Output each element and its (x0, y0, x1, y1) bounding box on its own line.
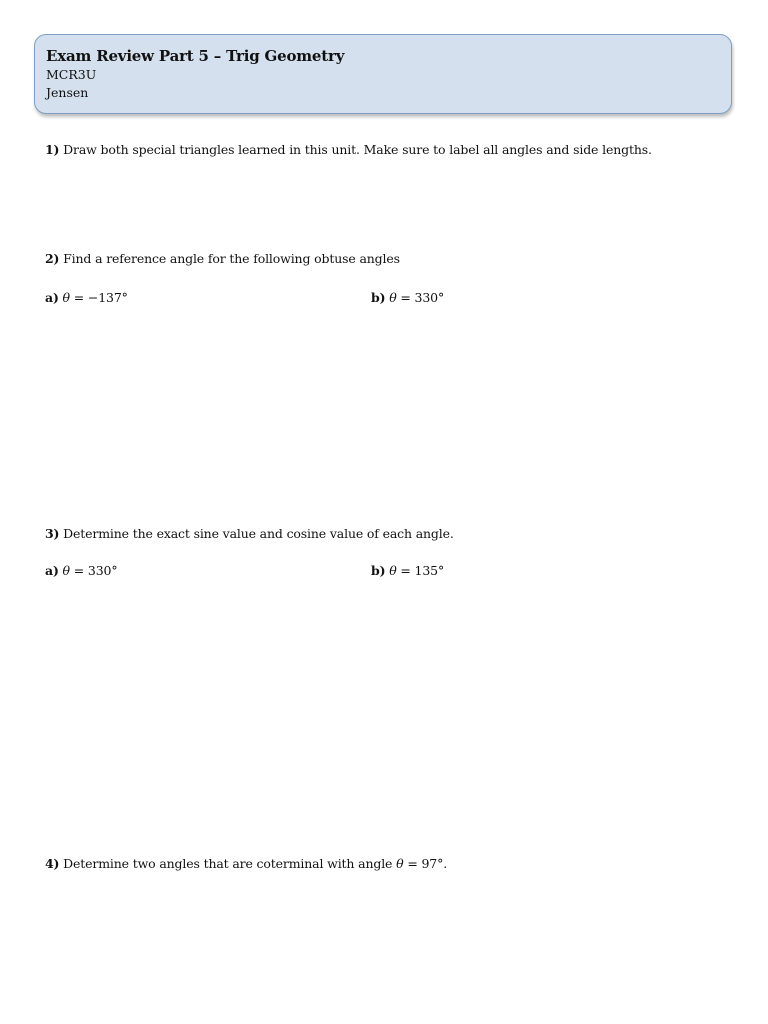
question-text: Find a reference angle for the following obtuse angles (63, 251, 400, 266)
course-code: MCR3U (46, 67, 97, 82)
question-number: 4) (45, 856, 60, 871)
theta-symbol: θ (62, 563, 70, 578)
theta-symbol: θ (389, 290, 397, 305)
question-text: Draw both special triangles learned in this unit. Make sure to label all angles and side lengths. (63, 142, 652, 157)
header-box (34, 34, 732, 114)
part-label: a) (45, 563, 59, 578)
angle-expression: = 330° (396, 290, 445, 305)
angle-expression: = 97°. (403, 856, 448, 871)
question-text: Determine two angles that are coterminal with angle (63, 856, 397, 871)
question-2 (45, 251, 400, 267)
part-label: a) (45, 290, 59, 305)
question-text: Determine the exact sine value and cosine value of each angle. (63, 526, 454, 541)
question-3-part-b (371, 563, 444, 579)
question-2-part-b (371, 290, 444, 306)
question-2-part-a (45, 290, 128, 306)
part-label: b) (371, 563, 386, 578)
question-4 (45, 856, 447, 872)
angle-expression: = −137° (69, 290, 128, 305)
angle-expression: = 330° (69, 563, 118, 578)
question-number: 1) (45, 142, 60, 157)
question-3-part-a (45, 563, 117, 579)
question-3 (45, 526, 454, 542)
part-label: b) (371, 290, 386, 305)
theta-symbol: θ (396, 856, 404, 871)
question-1 (45, 142, 652, 158)
teacher-name: Jensen (46, 85, 89, 100)
angle-expression: = 135° (396, 563, 445, 578)
question-number: 3) (45, 526, 60, 541)
theta-symbol: θ (389, 563, 397, 578)
page-title: Exam Review Part 5 – Trig Geometry (46, 47, 345, 65)
question-number: 2) (45, 251, 60, 266)
theta-symbol: θ (62, 290, 70, 305)
